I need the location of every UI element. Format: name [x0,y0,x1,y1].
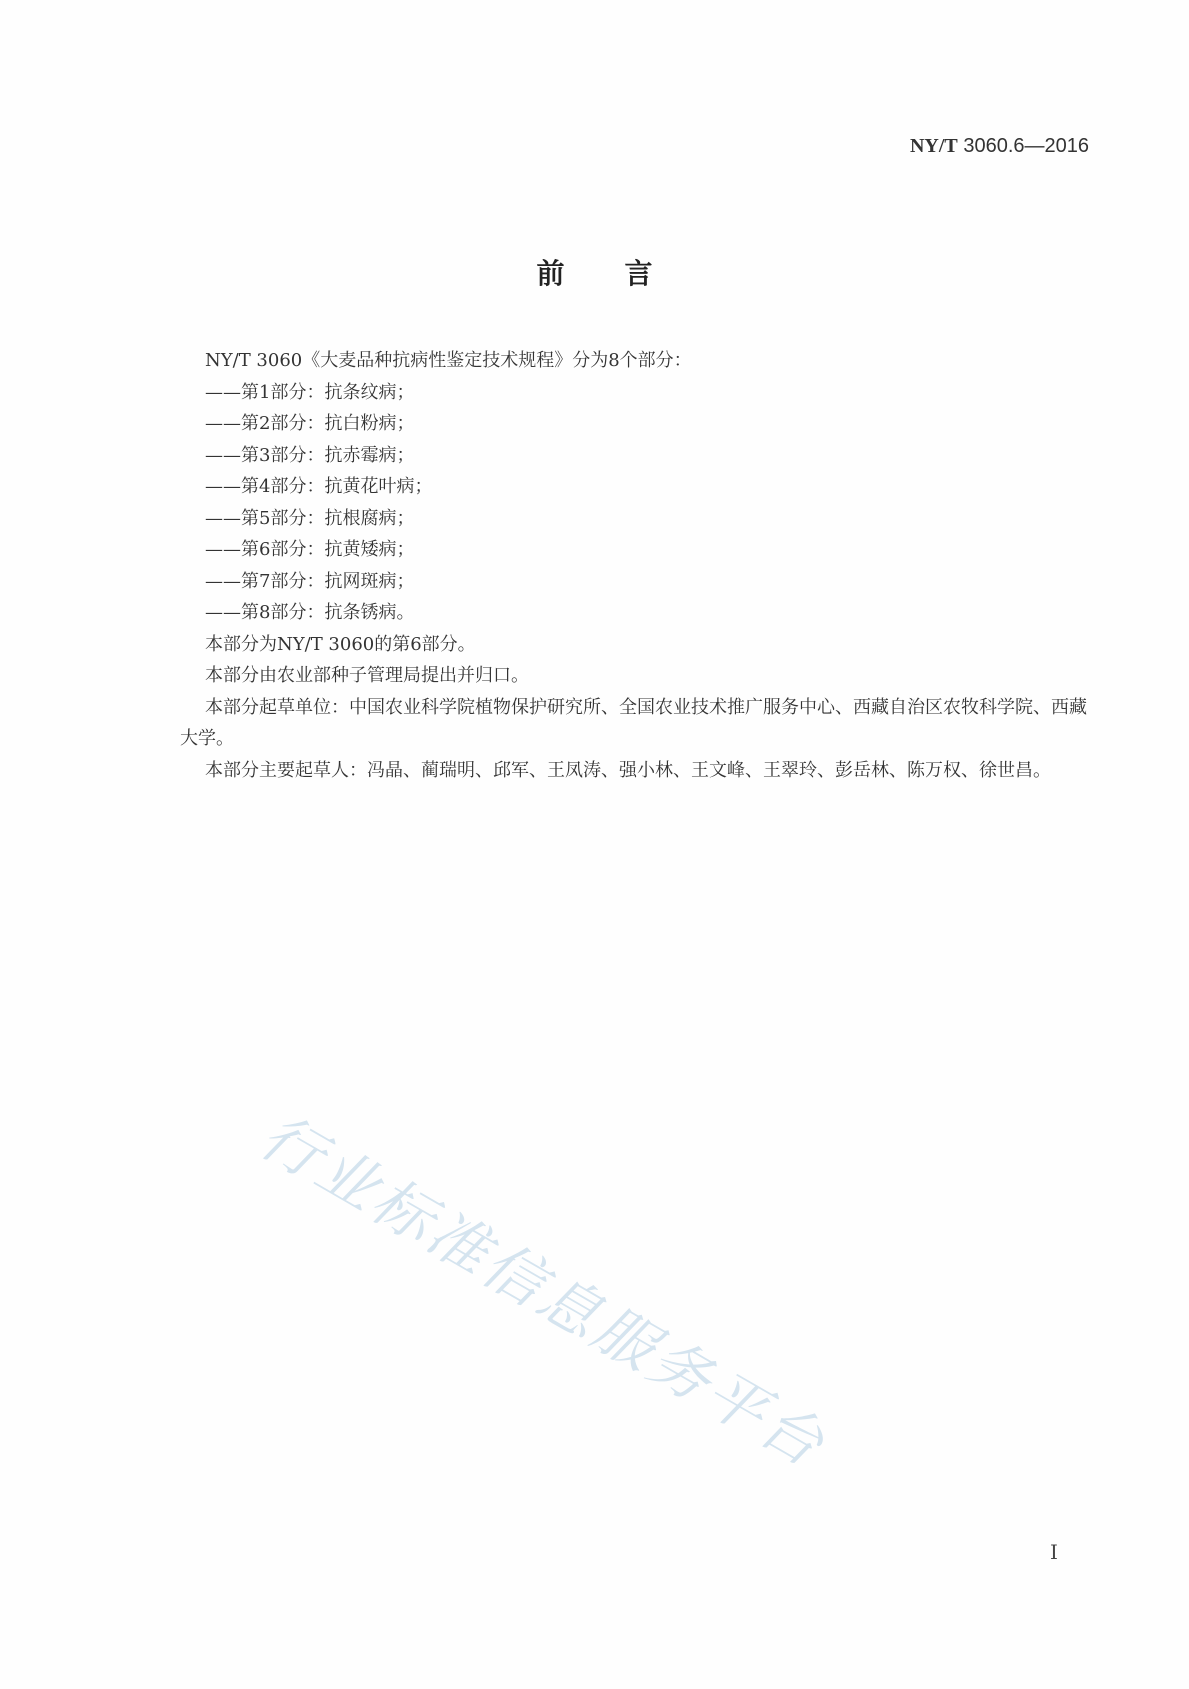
list-item: ——第5部分：抗根腐病； [205,507,415,529]
watermark-text: 行业标准信息服务平台 [248,1101,838,1482]
page-title: 前言 [536,257,713,290]
list-item: ——第4部分：抗黄花叶病； [205,476,433,497]
paragraph-drafters: 本部分主要起草人：冯晶、蔺瑞明、邱军、王凤涛、强小林、王文峰、王翠玲、彭岳林、陈万权、徐世昌。 [205,759,1051,781]
standard-number [910,135,1089,158]
intro-paragraph: NY/T 3060《大麦品种抗病性鉴定技术规程》分为8个部分： [205,350,692,371]
list-item: ——第8部分：抗条锈病。 [205,602,415,623]
page-number: I [1050,1540,1058,1564]
standard-code: NY/T [909,135,958,157]
list-item: ——第2部分：抗白粉病； [205,413,415,434]
list-item: ——第7部分：抗网斑病； [205,570,415,592]
list-item: ——第1部分：抗条纹病； [205,381,415,403]
paragraph-drafting-units: 本部分起草单位：中国农业科学院植物保护研究所、全国农业技术推广服务中心、西藏自治区农牧科学院、西藏大学。 [180,696,1087,749]
paragraph-proposer: 本部分由农业部种子管理局提出并归口。 [205,665,529,686]
paragraph-part-statement: 本部分为NY/T 3060的第6部分。 [205,633,476,655]
foreword-body [180,345,1090,786]
list-item: ——第6部分：抗黄矮病； [205,539,415,560]
list-item: ——第3部分：抗赤霉病； [205,444,415,466]
standard-number-value: 3060.6—2016 [963,135,1089,157]
